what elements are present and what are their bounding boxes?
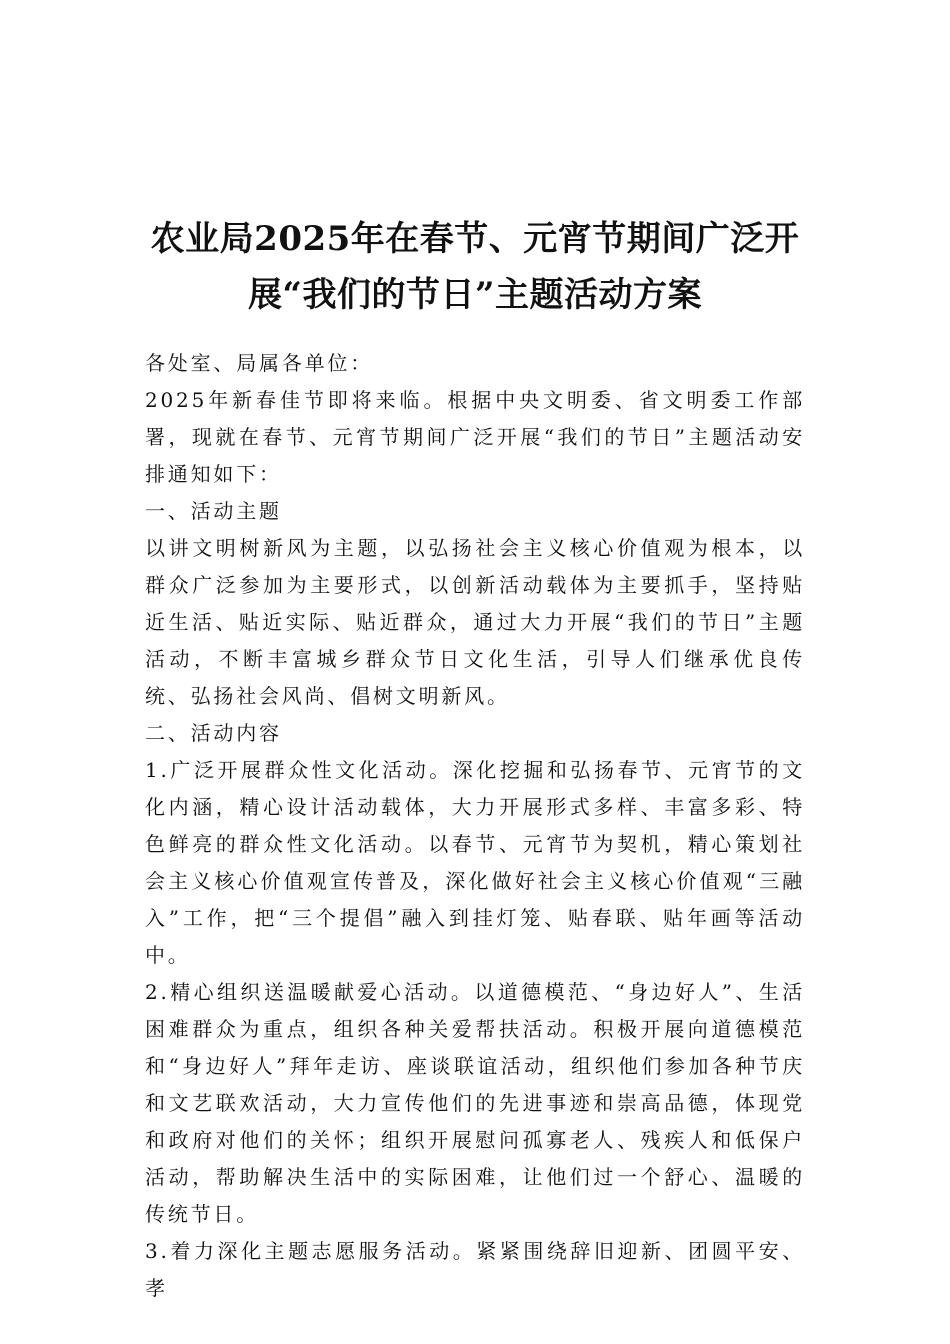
section-heading-content: 二、活动内容 (145, 721, 282, 745)
title-line-1: 农业局2025年在春节、元宵节期间广泛开 (150, 218, 800, 259)
content-item-3: 3.着力深化主题志愿服务活动。紧紧围绕辞旧迎新、团圆平安、孝 (145, 1239, 805, 1300)
section-heading-theme: 一、活动主题 (145, 499, 282, 523)
theme-paragraph: 以讲文明树新风为主题，以弘扬社会主义核心价值观为根本，以群众广泛参加为主要形式，以创新活动载体为主要抓手，坚持贴近生活、贴近实际、贴近群众，通过大力开展“我们的节日”主题活动，不断丰富城乡群众节日文化生活，引导人们继承优良传统、弘扬社会风尚、倡树文明新风。 (145, 536, 805, 708)
document-title (120, 211, 830, 323)
salutation: 各处室、局属各单位： (145, 351, 373, 375)
intro-paragraph: 2025年新春佳节即将来临。根据中央文明委、省文明委工作部署，现就在春节、元宵节期间广泛开展“我们的节日”主题活动安排通知如下： (145, 388, 805, 486)
content-item-2: 2.精心组织送温暖献爱心活动。以道德模范、“身边好人”、生活困难群众为重点，组织各种关爱帮扶活动。积极开展向道德模范和“身边好人”拜年走访、座谈联谊活动，组织他们参加各种节庆和文艺联欢活动，大力宣传他们的先进事迹和崇高品德，体现党和政府对他们的关怀；组织开展慰问孤寡老人、残疾人和低保户活动，帮助解决生活中的实际困难，让他们过一个舒心、温暖的传统节日。 (145, 980, 805, 1226)
title-line-2: 展“我们的节日”主题活动方案 (247, 274, 703, 315)
content-item-1: 1.广泛开展群众性文化活动。深化挖掘和弘扬春节、元宵节的文化内涵，精心设计活动载体，大力开展形式多样、丰富多彩、特色鲜亮的群众性文化活动。以春节、元宵节为契机，精心策划社会主义核心价值观宣传普及，深化做好社会主义核心价值观“三融入”工作，把“三个提倡”融入到挂灯笼、贴春联、贴年画等活动中。 (145, 758, 805, 967)
document-body (145, 345, 805, 1307)
